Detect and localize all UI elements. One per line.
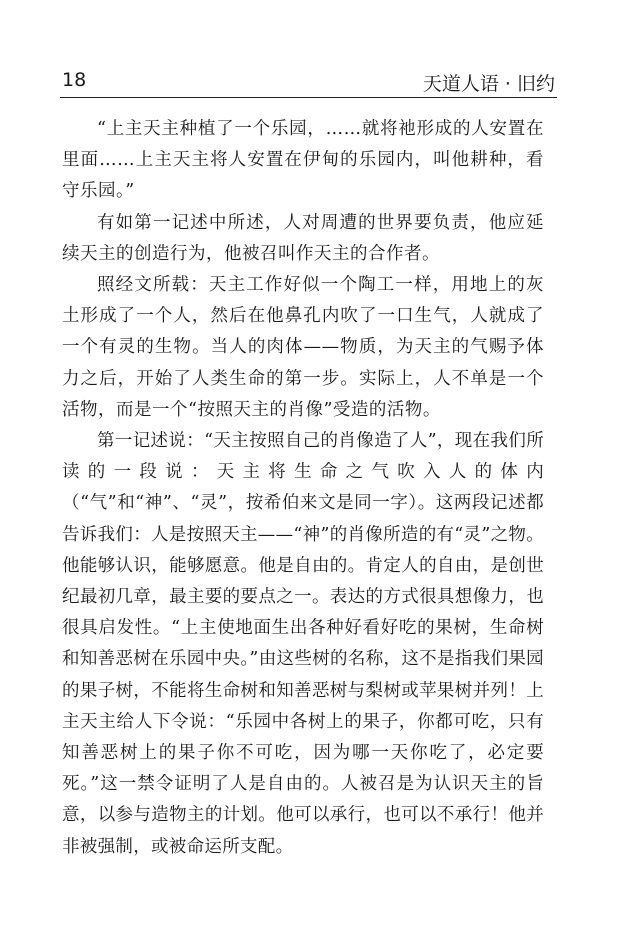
page-header: [60, 66, 557, 98]
paragraph-2: 有如第一记述中所述，人对周遭的世界要负责，他应延续天主的创造行为，他被召叫作天主的合作者。: [62, 212, 544, 264]
paragraph-3: 照经文所载：天主工作好似一个陶工一样，用地上的灰土形成了一个人，然后在他鼻孔内吹了一口生气，人就成了一个有灵的生物。当人的肉体——物质，为天主的气赐予体力之后，开始了人类生命的第一步。实际上，人不单是一个活物，而是一个“按照天主的肖像”受造的活物。: [62, 275, 544, 420]
page-number: 18: [62, 69, 87, 91]
header-rule: [60, 97, 557, 98]
paragraph-1: “上主天主种植了一个乐园，……就将祂形成的人安置在里面……上主天主将人安置在伊甸的乐园内，叫他耕种，看守乐园。”: [62, 119, 544, 202]
running-title: 天道人语 · 旧约: [422, 73, 555, 95]
paragraph-4: 第一记述说：“天主按照自己的肖像造了人”，现在我们所读的一段说：天主将生命之气吹入人的体内（“气”和“神”、“灵”，按希伯来文是同一字）。这两段记述都告诉我们：人是按照天主——“神”的肖像所造的有“灵”之物。他能够认识，能够愿意。他是自由的。肯定人的自由，是创世纪最初几章，最主要的要点之一。表达的方式很具想像力，也很具启发性。“上主使地面生出各种好看好吃的果树，生命树和知善恶树在乐园中央。”由这些树的名称，这不是指我们果园的果子树，不能将生命树和知善恶树与梨树或苹果树并列！上主天主给人下令说：“乐园中各树上的果子，你都可吃，只有知善恶树上的果子你不可吃，因为哪一天你吃了，必定要死。”这一禁令证明了人是自由的。人被召是为认识天主的旨意，以参与造物主的计划。他可以承行，也可以不承行！他并非被强制，或被命运所支配。: [62, 431, 544, 857]
body-text: [62, 114, 544, 863]
